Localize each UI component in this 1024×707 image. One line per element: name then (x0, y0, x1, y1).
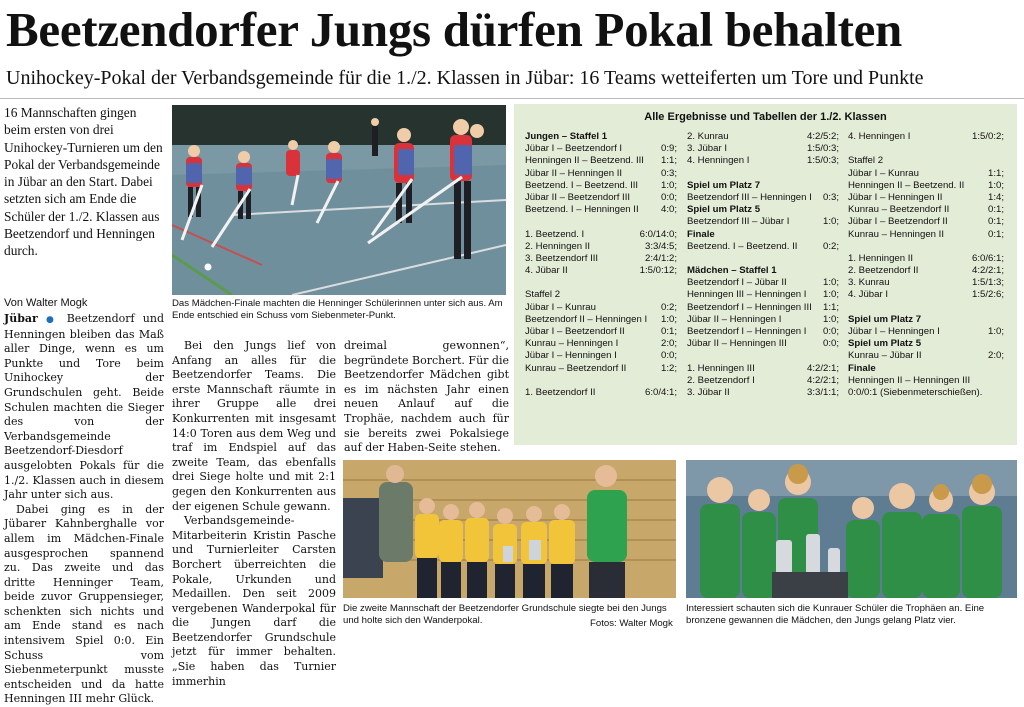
result-label: Jübar II – Henningen III (687, 338, 787, 350)
result-value: 0:0; (660, 350, 677, 362)
result-value: 4:2/5:2; (806, 131, 839, 142)
result-label: 3. Kunrau (848, 277, 890, 289)
result-line (525, 387, 677, 399)
result-value: 0:3; (660, 167, 677, 179)
result-line (848, 241, 1004, 253)
photo-girls-final-image (172, 105, 506, 295)
result-value: 0:1; (660, 326, 677, 337)
result-line (687, 241, 839, 253)
result-line (687, 302, 839, 314)
result-value: 0:3; (822, 191, 839, 203)
result-value: 0:1; (987, 216, 1004, 228)
result-label: Beetzendorf II – Henningen I (525, 313, 648, 325)
result-line (687, 155, 839, 167)
result-line (525, 326, 677, 338)
result-line (687, 265, 839, 277)
result-value: 1:5/2:6; (971, 289, 1004, 301)
result-value: 1:1; (660, 155, 677, 167)
result-line (525, 192, 677, 204)
result-value: 1:5/0:2; (971, 131, 1004, 142)
result-line (525, 350, 677, 362)
result-line (687, 363, 839, 375)
result-line (687, 387, 839, 399)
result-label: 4. Jübar II (525, 265, 568, 277)
result-line (687, 289, 839, 301)
result-label: Beetzendorf I – Jübar II (687, 277, 787, 289)
result-line (848, 204, 1004, 216)
result-value: 1:0; (660, 179, 677, 191)
result-label: 3. Jübar II (687, 386, 730, 398)
result-line (687, 143, 839, 155)
result-label: Spiel um Platz 5 (848, 338, 922, 350)
result-line (848, 131, 1004, 143)
result-value: 2:0; (987, 350, 1004, 362)
result-value: 0:1; (987, 228, 1004, 240)
result-label: Henningen III – Henningen I (687, 289, 807, 301)
photo-boys-team (343, 460, 676, 598)
headline: Beetzendorfer Jungs dürfen Pokal behalten (6, 2, 902, 57)
result-value: 1:4; (987, 191, 1004, 203)
result-label: Kunrau – Henningen II (848, 228, 945, 240)
result-label: Henningen II – Beetzend. II (848, 179, 965, 191)
result-line (848, 143, 1004, 155)
result-line (525, 265, 677, 277)
result-label: 1. Beetzend. I (525, 228, 585, 240)
results-column-1 (525, 131, 677, 399)
result-label: 4. Jübar I (848, 289, 888, 301)
result-label: Jübar II – Henningen I (687, 313, 782, 325)
result-line (525, 143, 677, 155)
result-value: 1:5/0:3; (806, 143, 839, 155)
result-label: 1. Henningen III (687, 362, 755, 374)
result-line (848, 375, 1004, 387)
caption-kunrau-pupils: Interessiert schauten sich die Kunrauer Schüler die Trophäen an. Eine bronzene gewannen die Mädchen, den Jungs gelang Platz vier. (686, 603, 985, 626)
col2-paragraph-2: Verbandsgemeinde-Mitarbeiterin Kristin Pasche und Turnierleiter Carsten Borchert überreichten die Pokale, Urkunden und Medaillen. Den seit 2009 vergebenen Wanderpokal für die Jungen darf die Beetzendorfer Grundschule jetzt für immer behalten. „Sie haben das Turnier immerhin (172, 514, 336, 688)
result-value: 2:4/1:2; (644, 252, 677, 264)
result-label: Jübar I – Kunrau (848, 167, 919, 179)
result-line (525, 338, 677, 350)
result-label: Jübar I – Beetzendorf II (525, 326, 625, 337)
result-label: Beetzend. I – Henningen II (525, 204, 639, 216)
result-line (525, 204, 677, 216)
result-value: 4:2/2:1; (806, 362, 839, 374)
result-label: 2. Henningen II (525, 240, 591, 252)
results-title: Alle Ergebnisse und Tabellen der 1./2. Klassen (644, 111, 887, 123)
result-line (848, 314, 1004, 326)
result-line (525, 253, 677, 265)
result-line (687, 338, 839, 350)
result-label: Beetzendorf I – Henningen III (687, 301, 812, 313)
result-line (525, 289, 677, 301)
result-value: 0:1; (987, 204, 1004, 216)
result-line (848, 180, 1004, 192)
result-label: Staffel 2 (848, 155, 884, 167)
results-box (514, 104, 1017, 445)
result-value: 6:0/14:0; (639, 228, 677, 240)
result-line (848, 155, 1004, 167)
result-label: 2. Kunrau (687, 131, 729, 142)
dateline-dot-icon: ● (46, 315, 59, 325)
result-line (525, 363, 677, 375)
result-line (525, 216, 677, 228)
result-line (687, 180, 839, 192)
result-label: Henningen II – Henningen III (848, 374, 971, 386)
article-column-1 (4, 312, 164, 707)
result-line (687, 253, 839, 265)
result-value: 1:0; (822, 313, 839, 325)
result-value: 6:0/6:1; (971, 252, 1004, 264)
result-label: Finale (848, 362, 876, 374)
result-line (525, 180, 677, 192)
result-value: 1:0; (987, 326, 1004, 337)
photo-credit: Fotos: Walter Mogk (590, 618, 673, 629)
result-label: Spiel um Platz 7 (687, 179, 761, 191)
result-label: Staffel 2 (525, 289, 561, 301)
result-line (848, 350, 1004, 362)
result-line (687, 375, 839, 387)
result-line (687, 277, 839, 289)
result-line (848, 265, 1004, 277)
result-value: 0:9; (660, 143, 677, 155)
result-line (848, 192, 1004, 204)
result-line (525, 229, 677, 241)
result-label: 4. Henningen I (687, 155, 750, 167)
col1-paragraph-2: Dabei ging es in der Jübarer Kahnberghalle vor allem im Mädchen-Finale ausgesprochen spannend zu. Das zweite und das dritte Henninger Team, beide zuvor Gruppensieger, schenkten sich nichts und am Ende stand es nach intensivem Spiel 0:0. Ein Schuss vom Siebenmeterpunkt musste entscheiden und da hatte Henningen III mehr Glück. (4, 502, 164, 706)
result-value: 4:0; (660, 204, 677, 216)
result-value: 1:1; (987, 167, 1004, 179)
header-divider (0, 98, 1024, 99)
article-column-3 (344, 339, 509, 456)
result-label: Jübar I – Henningen I (848, 326, 940, 337)
result-label: Finale (687, 228, 715, 240)
result-label: Jübar I – Kunrau (525, 301, 596, 313)
dateline: Jübar (4, 312, 38, 325)
result-line (525, 277, 677, 289)
result-line (525, 168, 677, 180)
result-value: 1:0; (987, 179, 1004, 191)
result-label: Beetzendorf III – Henningen I (687, 191, 812, 203)
result-label: Beetzendorf III – Jübar I (687, 216, 790, 228)
article-column-2 (172, 339, 336, 689)
result-label: 1. Henningen II (848, 252, 914, 264)
result-line (525, 314, 677, 326)
result-label: 4. Henningen I (848, 131, 911, 142)
result-value: 1:0; (660, 313, 677, 325)
result-label: 1. Beetzendorf II (525, 386, 596, 398)
result-label: 3. Jübar I (687, 143, 727, 155)
result-label: Mädchen – Staffel 1 (687, 265, 777, 277)
result-line (687, 131, 839, 143)
result-label: 0:0/0:1 (Siebenmeterschießen). (848, 386, 983, 398)
result-label: Kunrau – Jübar II (848, 350, 922, 362)
result-line (848, 229, 1004, 241)
caption-boys-team: Die zweite Mannschaft der Beetzendorfer Grundschule siegte bei den Jungs und holte sich den Wanderpokal. (343, 603, 667, 626)
result-line (687, 192, 839, 204)
result-value: 1:0; (822, 289, 839, 301)
result-label: Kunrau – Beetzendorf II (525, 362, 627, 374)
result-value: 1:5/0:12; (639, 265, 677, 277)
result-label: Beetzend. I – Beetzend. II (687, 240, 798, 252)
result-label: Jungen – Staffel 1 (525, 131, 608, 142)
result-value: 0:0; (822, 338, 839, 350)
result-value: 1:0; (822, 216, 839, 228)
result-line (525, 241, 677, 253)
result-label: Beetzendorf I – Henningen I (687, 326, 807, 337)
result-value: 2:0; (660, 338, 677, 350)
result-label: Jübar I – Henningen I (525, 350, 617, 362)
byline: Von Walter Mogk (4, 297, 88, 309)
result-label: Beetzend. I – Beetzend. III (525, 179, 639, 191)
result-value: 0:2; (660, 301, 677, 313)
photo-kunrau-pupils-image (686, 460, 1017, 598)
result-line (848, 338, 1004, 350)
result-line (848, 302, 1004, 314)
result-label: 2. Beetzendorf I (687, 374, 755, 386)
result-line (687, 314, 839, 326)
result-value: 1:5/0:3; (806, 155, 839, 167)
result-line (848, 289, 1004, 301)
result-line (848, 253, 1004, 265)
result-label: Spiel um Platz 5 (687, 204, 761, 216)
result-value: 6:0/4:1; (644, 386, 677, 398)
result-line (687, 326, 839, 338)
result-value: 0:0; (822, 326, 839, 337)
result-value: 1:5/1:3; (971, 277, 1004, 289)
results-column-3 (848, 131, 1004, 399)
subheadline: Unihockey-Pokal der Verbandsgemeinde für die 1./2. Klassen in Jübar: 16 Teams wetteiferten um Tore und Punkte (6, 67, 924, 89)
intro-paragraph: 16 Mannschaften gingen beim ersten von drei Unihockey-Turnieren um den Pokal der Verbandsgemeinde in Jübar an den Start. Dabei setzten sich am Ende die Schüler der 1./2. Klassen aus Beetzendorf und Henningen durch. (4, 105, 163, 259)
result-label: 3. Beetzendorf III (525, 252, 599, 264)
result-value: 0:0; (660, 191, 677, 203)
result-label: Kunrau – Henningen I (525, 338, 619, 350)
result-label: Henningen II – Beetzend. III (525, 155, 644, 167)
result-value: 4:2/2:1; (806, 374, 839, 386)
result-label: Jübar II – Henningen II (525, 167, 623, 179)
results-column-2 (687, 131, 839, 399)
result-line (687, 229, 839, 241)
result-value: 1:2; (660, 362, 677, 374)
result-value: 0:2; (822, 240, 839, 252)
result-line (525, 155, 677, 167)
result-value: 4:2/2:1; (971, 265, 1004, 277)
result-line (687, 168, 839, 180)
result-line (848, 326, 1004, 338)
result-line (687, 216, 839, 228)
result-value: 3:3/1:1; (806, 386, 839, 398)
photo-boys-team-image (343, 460, 676, 598)
result-label: Jübar II – Beetzendorf III (525, 191, 631, 203)
result-line (848, 216, 1004, 228)
result-line (687, 204, 839, 216)
result-line (687, 350, 839, 362)
result-label: Jübar I – Henningen II (848, 191, 943, 203)
result-line (525, 375, 677, 387)
result-line (525, 131, 677, 143)
result-value: 1:1; (822, 301, 839, 313)
result-label: Jübar I – Beetzendorf I (525, 143, 623, 155)
result-line (848, 387, 1004, 399)
photo-girls-final (172, 105, 506, 295)
photo-kunrau-pupils (686, 460, 1017, 598)
result-value: 1:0; (822, 277, 839, 289)
result-label: Kunrau – Beetzendorf II (848, 204, 950, 216)
col3-paragraph: dreimal gewonnen“, begründete Borchert. Für die Beetzendorfer Mädchen gibt es im nächsten Jahr einen neuen Anlauf auf die Trophäe, nachdem auch für sie bereits zwei Pokalsiege auf der Haben-Seite stehen. (344, 339, 509, 455)
result-value: 3:3/4:5; (644, 240, 677, 252)
result-line (525, 302, 677, 314)
caption-girls-final: Das Mädchen-Finale machten die Henninger Schülerinnen unter sich aus. Am Ende entschied ein Schuss vom Siebenmeter-Punkt. (172, 298, 503, 321)
result-line (848, 168, 1004, 180)
result-line (848, 363, 1004, 375)
col2-paragraph-1: Bei den Jungs lief von Anfang an alles für die Beetzendorfer Teams. Die erste Mannschaft räumte in ihrer Gruppe alle drei Konkurrenten mit insgesamt 14:0 Toren aus dem Weg und traf im Endspiel auf das zweite Team, das ebenfalls drei Siege holte und mit 2:1 gegen den Konkurrenten aus der eigenen Schule gewann. (172, 339, 336, 513)
col1-paragraph-1: Beetzendorf und Henningen bleiben das Maß aller Dinge, wenn es um Punkte und Tore beim Unihockey der Grundschulen geht. Beide Schulen machten die Sieger des von der Verbandsgemeinde Beetzendorf-Diesdorf ausgelobten Pokals für die 1./2. Klassen auch in diesem Jahr unter sich aus. (4, 312, 164, 502)
result-label: Jübar I – Beetzendorf II (848, 216, 948, 228)
result-line (848, 277, 1004, 289)
result-label: 2. Beetzendorf II (848, 265, 919, 277)
result-label: Spiel um Platz 7 (848, 313, 922, 325)
